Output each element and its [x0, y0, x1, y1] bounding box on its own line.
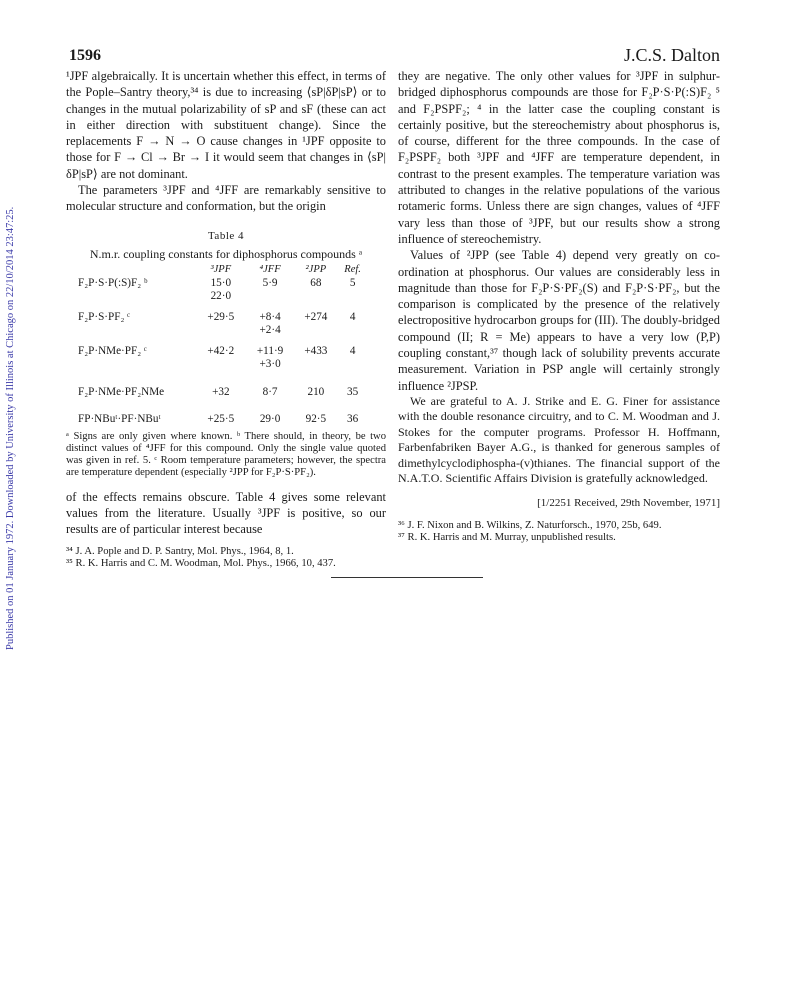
table-row — [78, 345, 368, 359]
compound-cell: F₂P·S·PF₂ ᶜ — [78, 310, 131, 323]
paragraph: The parameters ³JPF and ⁴JFF are remarkably sensitive to molecular structure and conformation, but the origin — [66, 183, 386, 214]
journal-name: J.C.S. Dalton — [624, 45, 721, 65]
compound-cell: FP·NBuᵗ·PF·NBuᵗ — [78, 413, 161, 426]
table-caption: N.m.r. coupling constants for diphosphorus compounds ᵃ — [89, 246, 363, 261]
ref-cell: 4 — [349, 344, 356, 357]
ref-cell: 5 — [349, 276, 356, 289]
reference-item: ³⁶ J. F. Nixon and B. Wilkins, Z. Naturforsch., 1970, 25b, 649. — [398, 519, 662, 531]
coupling-constants-table — [78, 263, 368, 427]
table-header: ³JPF — [210, 264, 232, 276]
value-cell: +42·2 — [207, 344, 235, 357]
table-row — [78, 386, 368, 400]
value-cell: 68 — [310, 276, 322, 289]
compound-cell: F₂P·NMe·PF₂ ᶜ — [78, 344, 147, 357]
right-column — [398, 68, 720, 545]
value-cell: 92·5 — [305, 413, 327, 426]
value-cell: 8·7 — [262, 385, 278, 398]
table-row — [78, 413, 368, 427]
value-cell: 15·0 — [210, 276, 232, 289]
paragraph: Values of ²JPP (see Table 4) depend very greatly on co-ordination at phosphorus. Our values are considerably less in magnitude than those for F₂P·S·PF₂(S) and F₂P·S·PF₂, but the comparison is complicated by the presence of the relatively electropositive hydrocarbon groups for (III). The doubly-bridged compound (II; R = Me) appears to have a very low (P,P) coupling constant,³⁷ though lack of solubility prevents accurate measurement. Variation in PSP angle will certainly strongly influence ²JPSP. — [398, 248, 720, 393]
value-cell: +32 — [212, 385, 230, 398]
table-row — [78, 324, 368, 338]
table-row — [78, 311, 368, 325]
table-row — [78, 358, 368, 372]
reference-item: ³⁴ J. A. Pople and D. P. Santry, Mol. Phys., 1964, 8, 1. — [66, 545, 294, 557]
value-cell: +3·0 — [259, 358, 281, 371]
paragraph: of the effects remains obscure. Table 4 gives some relevant values from the literature. Usually ³JPF is positive, so our results are of particular interest because — [66, 489, 386, 537]
paragraph: ¹JPF algebraically. It is uncertain whether this effect, in terms of the Pople–Santry theory,³⁴ is due to increasing ⟨sP|δP|sP⟩ or to changes in the mutual polarizability of sP and sF (these can act in either direction with substituent change). Since the replacements F → N → O cause changes in ¹JPF opposite to those for F → Cl → Br → I it would seem that changes in ⟨sP|δP|sP⟩ are not dominant. — [66, 69, 386, 181]
end-rule — [331, 577, 483, 578]
value-cell: +433 — [304, 344, 328, 357]
paragraph: they are negative. The only other values for ³JPF in sulphur-bridged diphosphorus compounds are those for F₂P·S·P(:S)F₂ ⁵ and F₂PSPF₂; ⁴ in the latter case the coupling constant is certainly positive, but the stereochemistry about phosphorus is, of course, different for the three compounds. In the case of F₂PSPF₂ both ³JPF and ⁴JFF are temperature dependent, in contrast to the present examples. The temperature variation was attributed to changes in the relative populations of the various rotameric forms. Unless there are sign changes, values of ⁴JFF vary less than those of ³JPF, but our results show a strong influence of stereochemistry. — [398, 69, 720, 246]
left-column — [66, 68, 386, 571]
reference-item: ³⁵ R. K. Harris and C. M. Woodman, Mol. Phys., 1966, 10, 437. — [66, 558, 336, 570]
download-watermark-text: Published on 01 January 1972. Downloaded by University of Illinois at Chicago on 22/10/2014 23:47:25. — [5, 206, 16, 650]
ref-cell: 4 — [349, 310, 356, 323]
value-cell: 5·9 — [262, 276, 278, 289]
page-number: 1596 — [69, 47, 101, 64]
footnote-references — [66, 546, 386, 571]
value-cell: +25·5 — [207, 413, 235, 426]
table-row — [78, 277, 368, 291]
ref-cell: 36 — [347, 413, 359, 426]
table-header-row — [78, 263, 368, 277]
compound-cell: F₂P·S·P(:S)F₂ ᵇ — [78, 276, 148, 289]
footnote-references — [398, 520, 720, 545]
value-cell: +29·5 — [207, 310, 235, 323]
value-cell: +11·9 — [256, 344, 284, 357]
table-header: ²JPP — [305, 264, 327, 276]
table-row — [78, 290, 368, 304]
value-cell: +274 — [304, 310, 328, 323]
value-cell: +2·4 — [259, 324, 281, 337]
table-header — [78, 263, 196, 277]
value-cell: 22·0 — [210, 290, 232, 303]
download-watermark — [0, 0, 22, 1008]
value-cell: +8·4 — [259, 310, 281, 323]
reference-item: ³⁷ R. K. Harris and M. Murray, unpublished results. — [398, 532, 616, 544]
value-cell: 210 — [307, 385, 325, 398]
compound-cell: F₂P·NMe·PF₂NMe — [78, 385, 165, 398]
ref-cell: 35 — [347, 385, 359, 398]
acknowledgement: We are grateful to A. J. Strike and E. G. Finer for assistance with the double resonance circuitry, and to C. M. Woodman and J. Stokes for the computer programs. Professor H. Hoffmann, Farbenfabriken Bayer A.G., is thanked for generous samples of dimethylcyclodiphospha-(v)thianes. The financial support of the N.A.T.O. Scientific Affairs Division is gratefully acknowledged. — [398, 393, 720, 485]
table-footnotes: ᵃ Signs are only given where known. ᵇ There should, in theory, be two distinct values of ⁴JFF for this compound. Only the single value quoted was given in ref. 5. ᶜ Room temperature parameters; however, the spectra are temperature dependent (especially ²JPP for F₂P·S·PF₂). — [66, 430, 386, 478]
received-line: [1/2251 Received, 29th November, 1971] — [537, 497, 720, 510]
table-header: ⁴JFF — [259, 264, 281, 276]
table-header: Ref. — [344, 264, 361, 276]
table-title: Table 4 — [207, 229, 245, 242]
value-cell: 29·0 — [259, 413, 281, 426]
